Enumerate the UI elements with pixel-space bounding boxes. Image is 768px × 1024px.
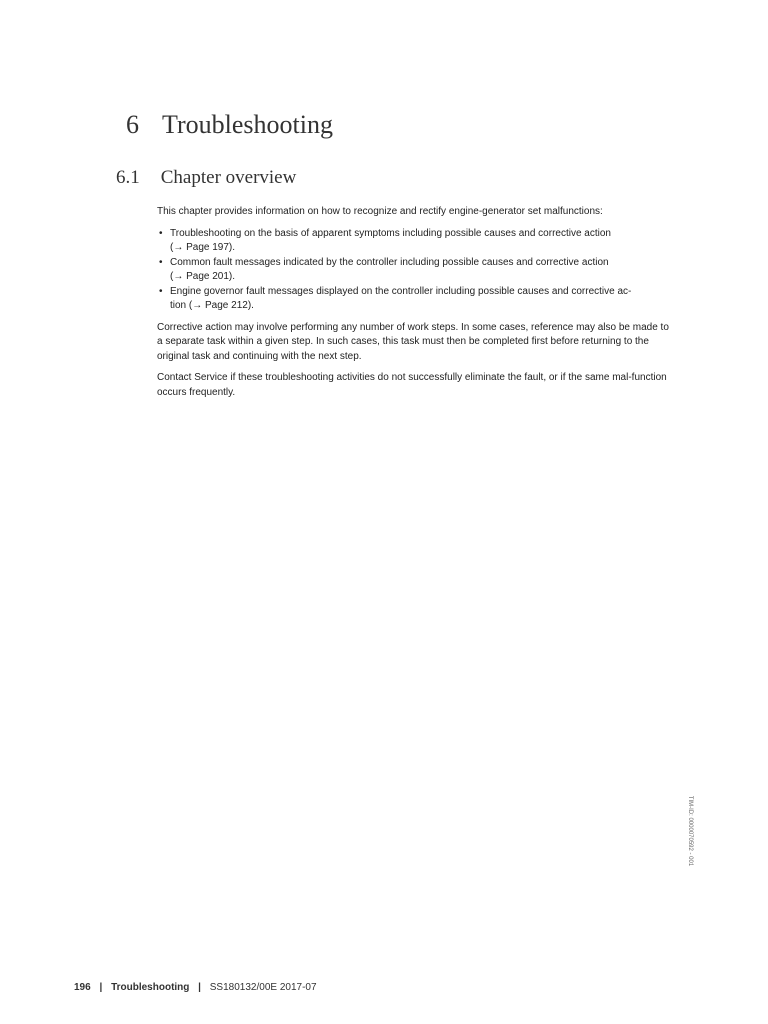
- chapter-heading: [126, 110, 333, 140]
- corrective-action-paragraph: Corrective action may involve performing any number of work steps. In some cases, reference may also be made to a separate task within a given step. In such cases, this task must then be completed first before returning to the original task and continuing with the next step.: [157, 321, 669, 362]
- page-number: 196: [74, 982, 91, 993]
- page-reference-link[interactable]: (→ Page 201).: [170, 271, 236, 282]
- bullet-item: [157, 256, 677, 285]
- footer-separator: |: [99, 982, 103, 993]
- bullet-item: [157, 285, 677, 314]
- page-footer: [74, 982, 317, 993]
- page-reference-link[interactable]: (→ Page 197).: [170, 242, 236, 253]
- bullet-text: Common fault messages indicated by the controller including possible causes and corrective action: [170, 256, 609, 268]
- footer-separator: |: [198, 982, 201, 993]
- section-title: Chapter overview: [160, 167, 297, 188]
- section-heading: [116, 167, 296, 189]
- page-reference-link[interactable]: tion (→ Page 212).: [170, 300, 254, 311]
- chapter-number: 6: [126, 110, 139, 139]
- intro-paragraph: This chapter provides information on how to recognize and rectify engine-generator set malfunctions:: [157, 206, 603, 217]
- section-number: 6.1: [116, 167, 140, 188]
- section-body: [157, 205, 677, 407]
- footer-section: Troubleshooting: [111, 982, 190, 993]
- document-id-code: TIM-ID: 0000070592 - 001: [687, 795, 693, 867]
- contact-service-paragraph: Contact Service if these troubleshooting activities do not successfully eliminate the fault, or if the same mal-function occurs frequently.: [157, 372, 667, 398]
- bullet-text: Troubleshooting on the basis of apparent symptoms including possible causes and corrective action: [170, 227, 611, 239]
- bullet-item: [157, 227, 677, 256]
- bullet-list: [157, 227, 677, 314]
- footer-doc-id: SS180132/00E 2017-07: [209, 982, 317, 993]
- chapter-title: Troubleshooting: [162, 110, 333, 139]
- bullet-text: Engine governor fault messages displayed on the controller including possible causes and corrective ac-: [170, 285, 632, 297]
